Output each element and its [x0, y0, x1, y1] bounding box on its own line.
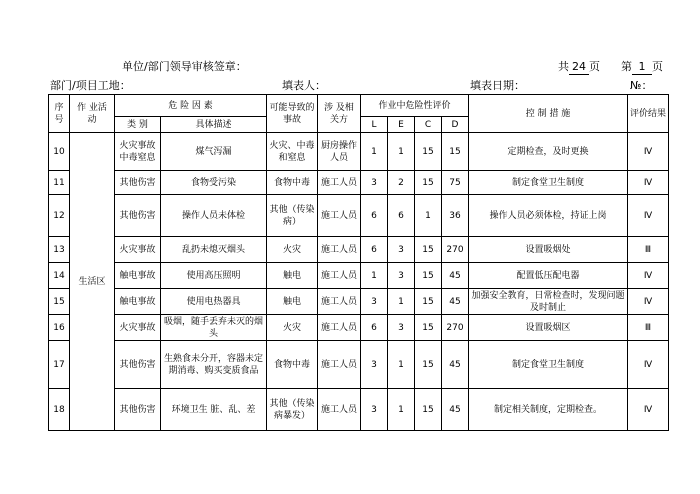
cell-C: 15	[415, 389, 442, 431]
cell-E: 6	[388, 195, 415, 237]
col-hazard-header: 危 险 因 素	[115, 95, 267, 117]
page-total-prefix: 共	[558, 60, 569, 73]
cell-E: 1	[388, 289, 415, 315]
cell-category: 触电事故	[115, 289, 161, 315]
cell-involved: 施工人员	[318, 341, 361, 389]
cell-E: 1	[388, 133, 415, 171]
cell-measure: 配置低压配电器	[469, 263, 628, 289]
cell-involved: 施工人员	[318, 171, 361, 195]
cell-involved: 施工人员	[318, 315, 361, 341]
cell-accident: 火灾、中毒和窒息	[267, 133, 318, 171]
col-E-header: E	[388, 117, 415, 133]
cell-measure: 制定相关制度，定期检查。	[469, 389, 628, 431]
cell-seq: 18	[49, 389, 70, 431]
cell-L: 3	[361, 389, 388, 431]
table-row	[49, 237, 669, 263]
col-involved-header: 涉 及相关方	[318, 95, 361, 133]
cell-accident: 触电	[267, 263, 318, 289]
cell-description: 使用电热器具	[161, 289, 267, 315]
col-L-header: L	[361, 117, 388, 133]
cell-description: 乱扔未熄灭烟头	[161, 237, 267, 263]
cell-L: 6	[361, 195, 388, 237]
table-row	[49, 341, 669, 389]
cell-accident: 食物中毒	[267, 341, 318, 389]
cell-measure: 制定食堂卫生制度	[469, 341, 628, 389]
col-description-header: 具体描述	[161, 117, 267, 133]
cell-accident: 食物中毒	[267, 171, 318, 195]
col-accident-header: 可能导致的事故	[267, 95, 318, 133]
cell-L: 6	[361, 315, 388, 341]
cell-measure: 操作人员必须体检，持证上岗	[469, 195, 628, 237]
filler-label: 填表人：	[282, 79, 326, 92]
cell-involved: 施工人员	[318, 289, 361, 315]
cell-category: 其他伤害	[115, 195, 161, 237]
table-row	[49, 195, 669, 237]
col-C-header: C	[415, 117, 442, 133]
cell-seq: 10	[49, 133, 70, 171]
cell-description: 吸烟，随手丢弃未灭的烟头	[161, 315, 267, 341]
cell-seq: 16	[49, 315, 70, 341]
cell-E: 3	[388, 315, 415, 341]
cell-description: 操作人员未体检	[161, 195, 267, 237]
col-measures-header: 控 制 措 施	[469, 95, 628, 133]
cell-C: 1	[415, 195, 442, 237]
cell-result: Ⅳ	[628, 341, 669, 389]
table-row	[49, 263, 669, 289]
cell-C: 15	[415, 289, 442, 315]
page-current-prefix: 第	[620, 60, 632, 73]
cell-measure: 制定食堂卫生制度	[469, 171, 628, 195]
cell-result: Ⅳ	[628, 195, 669, 237]
table-row	[49, 171, 669, 195]
cell-E: 1	[388, 389, 415, 431]
cell-result: Ⅳ	[628, 133, 669, 171]
cell-involved: 施工人员	[318, 263, 361, 289]
fill-date-label: 填表日期：	[470, 79, 525, 92]
cell-C: 15	[415, 341, 442, 389]
cell-L: 3	[361, 289, 388, 315]
cell-description: 食物受污染	[161, 171, 267, 195]
cell-accident: 火灾	[267, 237, 318, 263]
cell-measure: 加强安全教育，日常检查时，发现问题及时制止	[469, 289, 628, 315]
record-number-label: №：	[630, 79, 653, 92]
cell-D: 45	[442, 389, 469, 431]
cell-C: 15	[415, 171, 442, 195]
cell-measure: 定期检查，及时更换	[469, 133, 628, 171]
cell-description: 煤气泻漏	[161, 133, 267, 171]
col-category-header: 类 别	[115, 117, 161, 133]
page-total-suffix: 页	[589, 60, 600, 73]
table-row	[49, 133, 669, 171]
col-D-header: D	[442, 117, 469, 133]
department-label: 部门/项目工地：	[50, 79, 131, 92]
hazard-evaluation-table	[48, 94, 669, 431]
cell-E: 3	[388, 263, 415, 289]
cell-result: Ⅲ	[628, 237, 669, 263]
cell-description: 生熟食未分开，容器未定期消毒、购买变质食品	[161, 341, 267, 389]
cell-seq: 12	[49, 195, 70, 237]
cell-L: 1	[361, 133, 388, 171]
cell-C: 15	[415, 263, 442, 289]
cell-category: 火灾事故	[115, 315, 161, 341]
cell-D: 15	[442, 133, 469, 171]
cell-D: 36	[442, 195, 469, 237]
cell-L: 3	[361, 341, 388, 389]
cell-seq: 13	[49, 237, 70, 263]
cell-D: 45	[442, 289, 469, 315]
cell-description: 使用高压照明	[161, 263, 267, 289]
cell-category: 触电事故	[115, 263, 161, 289]
cell-activity: 生活区	[70, 133, 115, 431]
cell-seq: 15	[49, 289, 70, 315]
cell-D: 75	[442, 171, 469, 195]
cell-D: 45	[442, 263, 469, 289]
table-row	[49, 315, 669, 341]
cell-category: 其他伤害	[115, 171, 161, 195]
cell-C: 15	[415, 237, 442, 263]
approval-signature-label: 单位/部门领导审核签章：	[122, 60, 247, 73]
cell-description: 环境卫生 脏、乱、差	[161, 389, 267, 431]
page-total-value: 24	[569, 60, 589, 75]
cell-L: 1	[361, 263, 388, 289]
cell-D: 270	[442, 237, 469, 263]
cell-category: 火灾事故中毒窒息	[115, 133, 161, 171]
cell-result: Ⅲ	[628, 315, 669, 341]
cell-involved: 施工人员	[318, 389, 361, 431]
col-activity-header: 作 业活 动	[70, 95, 115, 133]
page-current-value: 1	[632, 60, 652, 75]
table-row	[49, 389, 669, 431]
cell-involved: 施工人员	[318, 195, 361, 237]
cell-accident: 触电	[267, 289, 318, 315]
cell-seq: 11	[49, 171, 70, 195]
cell-E: 2	[388, 171, 415, 195]
cell-D: 45	[442, 341, 469, 389]
cell-E: 3	[388, 237, 415, 263]
cell-L: 3	[361, 171, 388, 195]
cell-accident: 火灾	[267, 315, 318, 341]
col-result-header: 评价结果	[628, 95, 669, 133]
cell-seq: 17	[49, 341, 70, 389]
cell-result: Ⅳ	[628, 389, 669, 431]
cell-C: 15	[415, 315, 442, 341]
table-row	[49, 289, 669, 315]
cell-result: Ⅳ	[628, 289, 669, 315]
cell-involved: 厨房操作人员	[318, 133, 361, 171]
cell-measure: 设置吸烟区	[469, 315, 628, 341]
col-seq-header: 序号	[49, 95, 70, 133]
cell-accident: 其他（传染病）	[267, 195, 318, 237]
cell-category: 其他伤害	[115, 341, 161, 389]
col-evaluation-header: 作业中危险性评价	[361, 95, 469, 117]
cell-involved: 施工人员	[318, 237, 361, 263]
cell-result: Ⅳ	[628, 263, 669, 289]
cell-category: 火灾事故	[115, 237, 161, 263]
cell-D: 270	[442, 315, 469, 341]
header-row-1	[49, 95, 669, 117]
page-current-suffix: 页	[651, 60, 663, 73]
cell-category: 其他伤害	[115, 389, 161, 431]
cell-result: Ⅳ	[628, 171, 669, 195]
cell-measure: 设置吸烟处	[469, 237, 628, 263]
cell-accident: 其他（传染病暴发）	[267, 389, 318, 431]
cell-E: 1	[388, 341, 415, 389]
page-count	[558, 60, 663, 75]
cell-seq: 14	[49, 263, 70, 289]
cell-C: 15	[415, 133, 442, 171]
cell-L: 6	[361, 237, 388, 263]
